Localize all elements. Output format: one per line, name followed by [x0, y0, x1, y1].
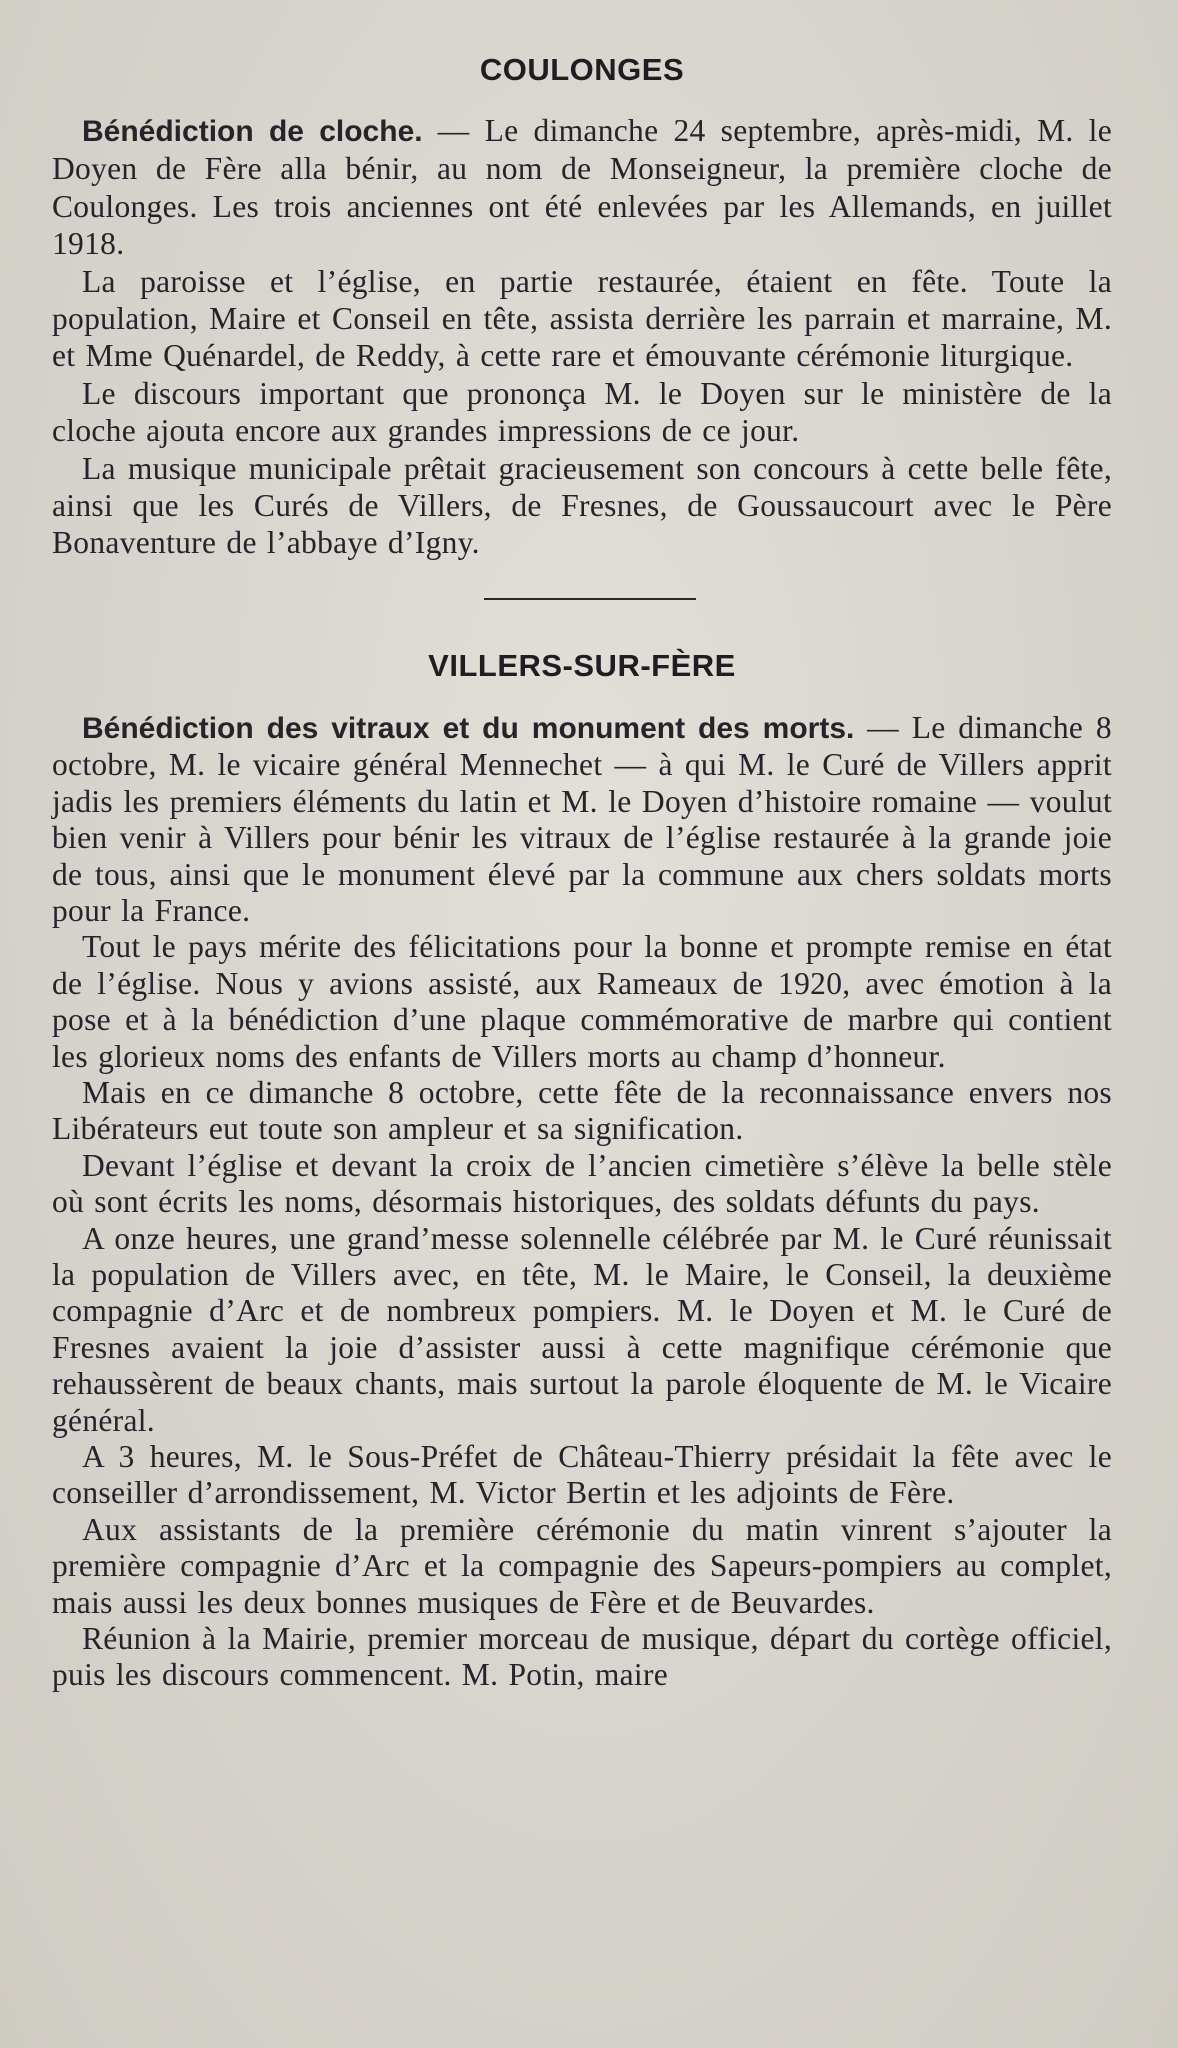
- paragraph: [52, 112, 1112, 263]
- section-coulonges: [52, 52, 1112, 562]
- paragraph: Mais en ce dimanche 8 octobre, cette fête de la reconnaissance envers nos Libérateurs eut toute son ampleur et sa signification.: [52, 1074, 1112, 1147]
- paragraph: [52, 710, 1112, 929]
- paragraph: Le discours important que prononça M. le Doyen sur le ministère de la cloche ajouta encore aux grandes impressions de ce jour.: [52, 375, 1112, 449]
- paragraph: Tout le pays mérite des félicitations pour la bonne et prompte remise en état de l’église. Nous y avions assisté, aux Rameaux de 1920, avec émotion à la pose et à la bénédiction d’une plaque commémorative de marbre qui contient les glorieux noms des enfants de Villers morts au champ d’honneur.: [52, 929, 1112, 1074]
- paragraph: A 3 heures, M. le Sous-Préfet de Château-Thierry présidait la fête avec le conseiller d’arrondissement, M. Victor Bertin et les adjoints de Fère.: [52, 1439, 1112, 1511]
- section-title-villers-sur-fere: VILLERS-SUR-FÈRE: [428, 647, 736, 683]
- document-page: [52, 40, 1112, 1694]
- section-title-coulonges: COULONGES: [479, 52, 685, 87]
- paragraph-text: — Le dimanche 24 septembre, après-midi, M. le Doyen de Fère alla bénir, au nom de Monseigneur, la première cloche de Coulonges. Les trois anciennes ont été enlevées par les Allemands, en juillet 1918.: [52, 113, 1112, 262]
- paragraph-lead-heading: Bénédiction de cloche.: [82, 115, 423, 148]
- paragraph: La paroisse et l’église, en partie restaurée, étaient en fête. Toute la population, Maire et Conseil en tête, assista derrière les parrain et marraine, M. et Mme Quénardel, de Reddy, à cette rare et émouvante cérémonie liturgique.: [52, 263, 1112, 374]
- section-villers-sur-fere: [52, 648, 1112, 1694]
- paragraph-lead-heading: Bénédiction des vitraux et du monument des morts.: [82, 711, 855, 745]
- paragraph-text: — Le dimanche 8 octobre, M. le vicaire général Mennechet — à qui M. le Curé de Villers apprit jadis les premiers éléments du latin et M. le Doyen d’histoire romaine — voulut bien venir à Villers pour bénir les vitraux de l’église restaurée à la grande joie de tous, ainsi que le monument élevé par la commune aux chers soldats morts pour la France.: [52, 709, 1112, 928]
- paragraph: La musique municipale prêtait gracieusement son concours à cette belle fête, ainsi que les Curés de Villers, de Fresnes, de Goussaucourt avec le Père Bonaventure de l’abbaye d’Igny.: [52, 450, 1112, 561]
- paragraph: Devant l’église et devant la croix de l’ancien cimetière s’élève la belle stèle où sont écrits les noms, désormais historiques, des soldats défunts du pays.: [52, 1147, 1112, 1220]
- section-divider: [484, 598, 696, 600]
- paragraph: Aux assistants de la première cérémonie du matin vinrent s’ajouter la première compagnie d’Arc et la compagnie des Sapeurs-pompiers au complet, mais aussi les deux bonnes musiques de Fère et de Beuvardes.: [52, 1511, 1112, 1620]
- paragraph: Réunion à la Mairie, premier morceau de musique, départ du cortège officiel, puis les discours commencent. M. Potin, maire: [52, 1621, 1112, 1693]
- paragraph: A onze heures, une grand’messe solennelle célébrée par M. le Curé réunissait la population de Villers avec, en tête, M. le Maire, le Conseil, la deuxième compagnie d’Arc et de nombreux pompiers. M. le Doyen et M. le Curé de Fresnes avaient la joie d’assister aussi à cette magnifique cérémonie que rehaussèrent de beaux chants, mais surtout la parole éloquente de M. le Vicaire général.: [52, 1220, 1112, 1438]
